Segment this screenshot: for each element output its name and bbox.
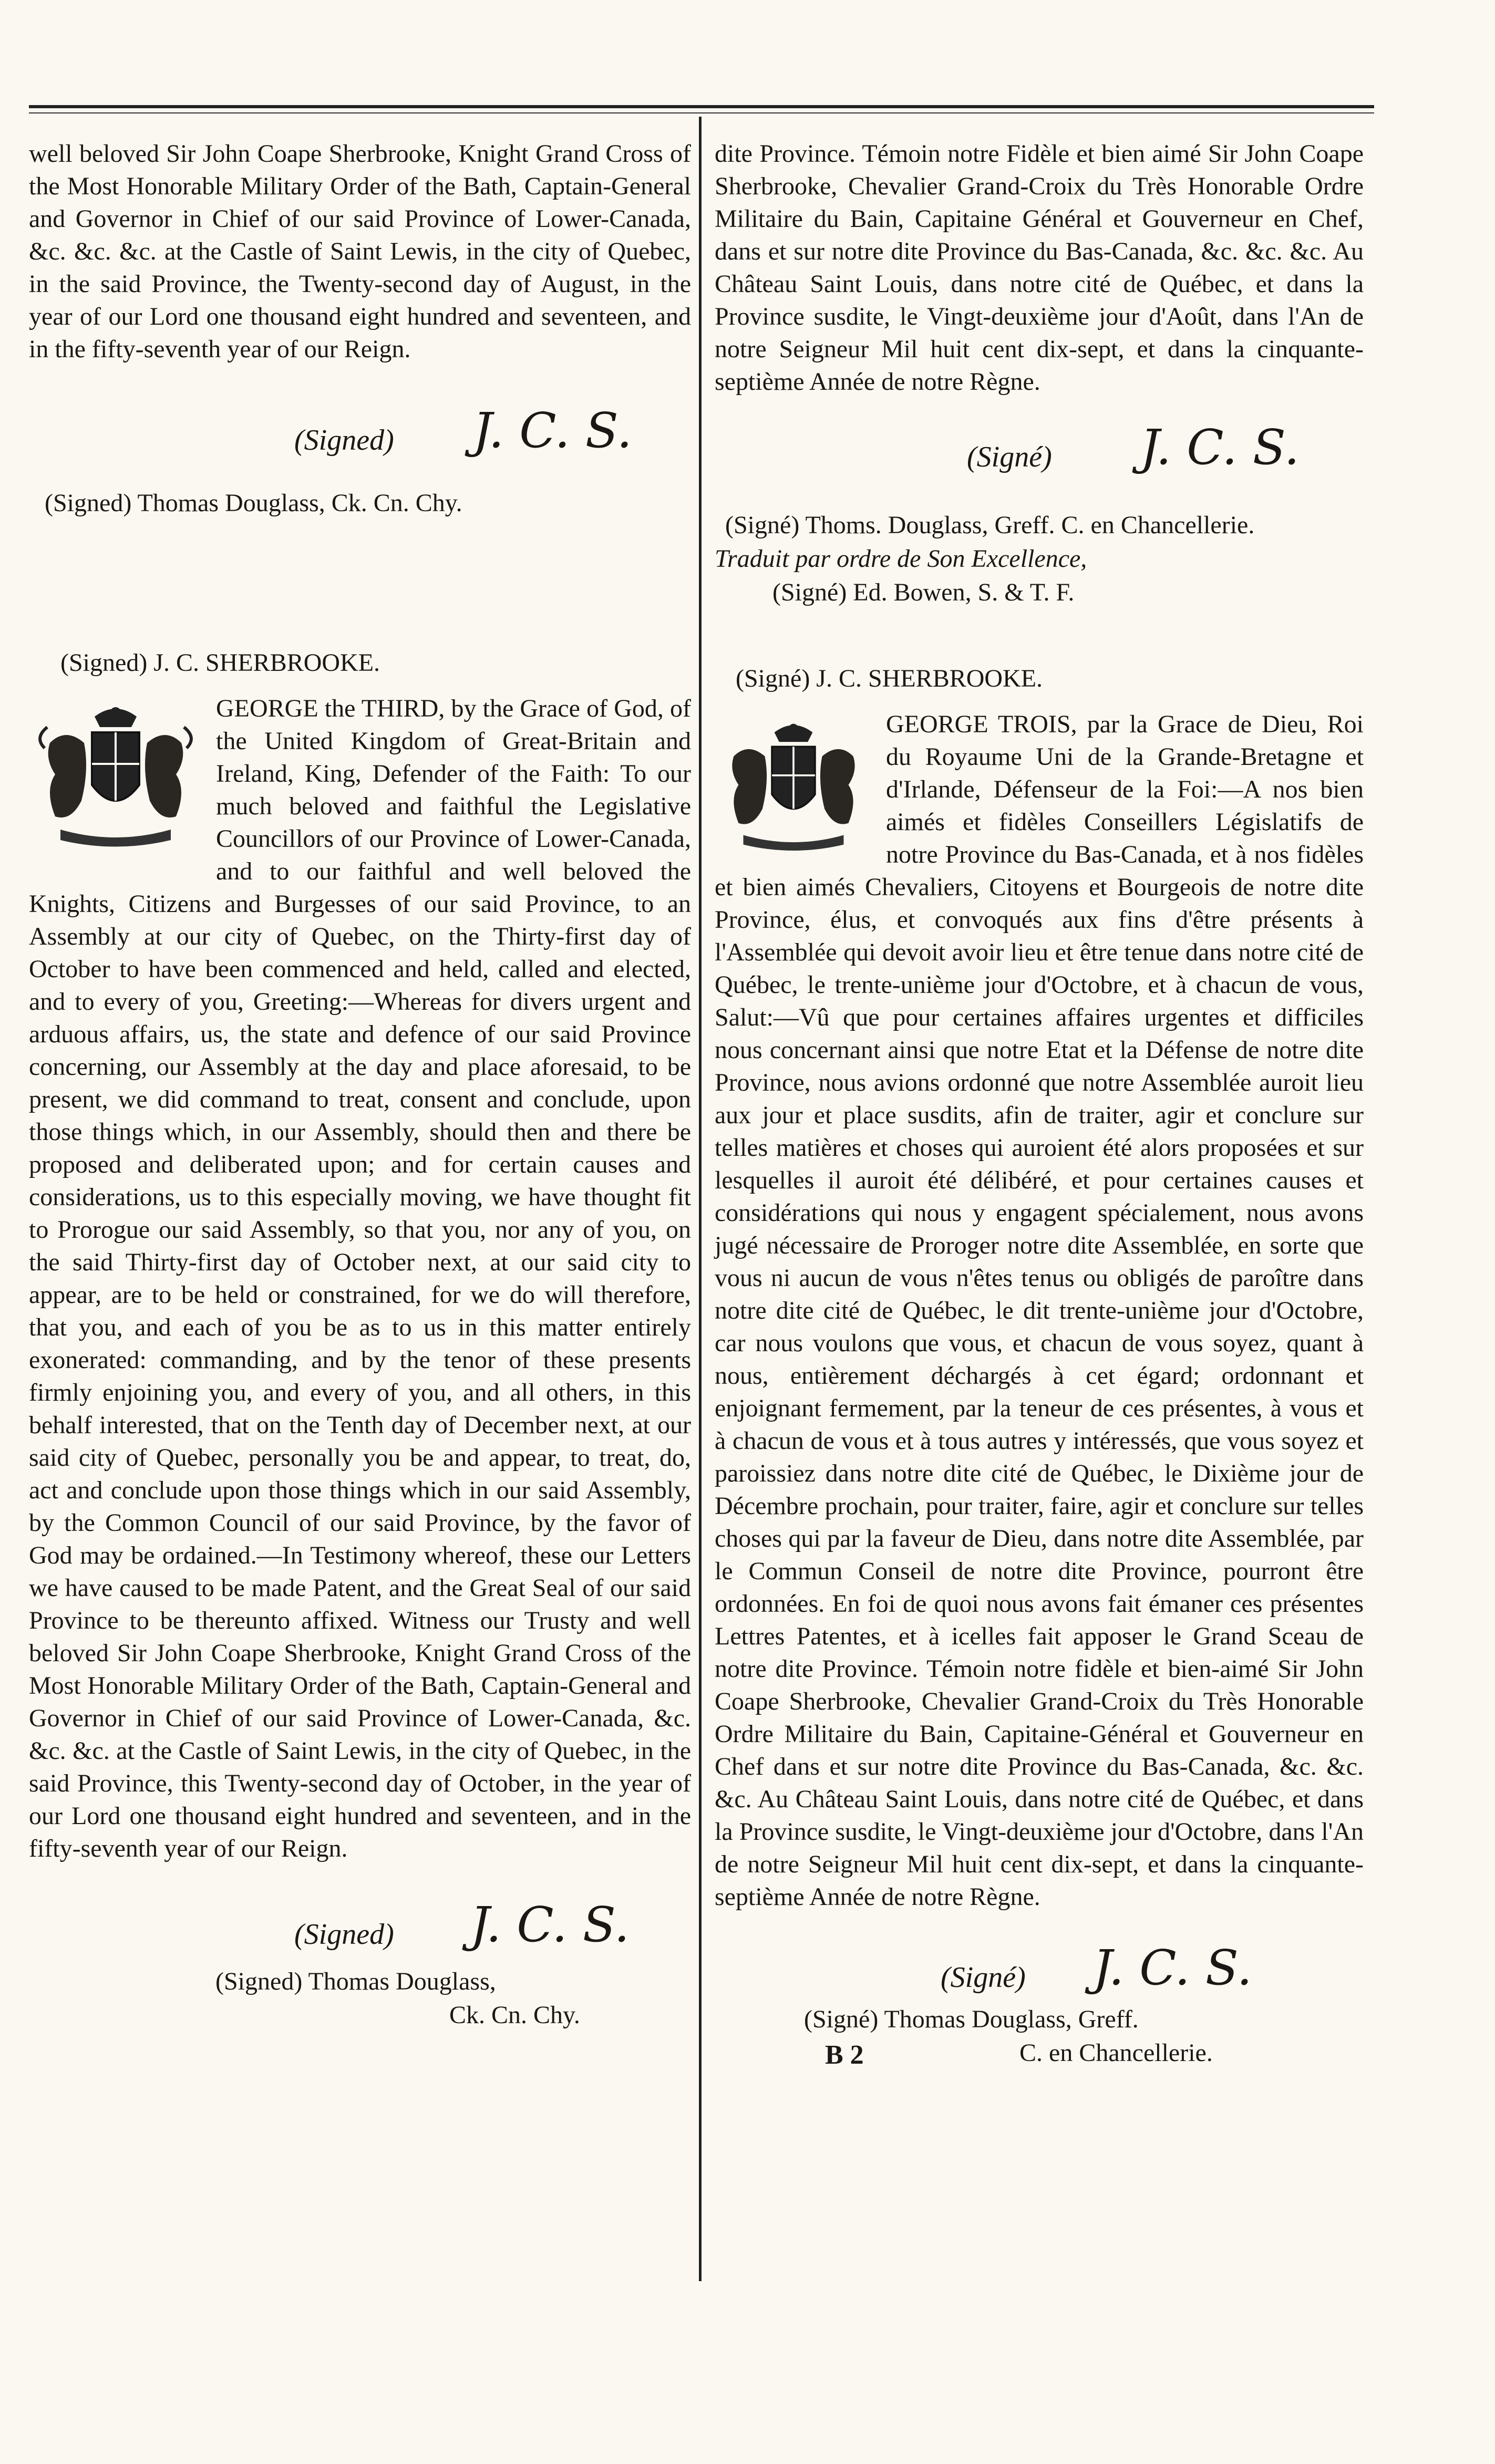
english-signature-2 xyxy=(29,1865,691,1960)
signature-initials: J. C. S. xyxy=(1140,419,1300,475)
english-clerk-signature-1: (Signed) Thomas Douglass, Ck. Cn. Chy. xyxy=(45,489,462,517)
signature-label: (Signé) xyxy=(967,441,1052,473)
signature-label: (Signed) xyxy=(294,1918,394,1951)
english-clerk-signature-2: (Signed) Thomas Douglass, xyxy=(215,1968,496,1995)
french-bowen-signature: (Signé) Ed. Bowen, S. & T. F. xyxy=(772,578,1075,606)
signature-initials: J. C. S. xyxy=(1093,1940,1252,1996)
royal-coat-of-arms-icon xyxy=(29,696,202,853)
french-translation-note: Traduit par ordre de Son Excellence, xyxy=(715,545,1087,573)
english-column xyxy=(29,138,691,2032)
french-clerk-title-2: C. en Chancellerie. xyxy=(1019,2039,1213,2067)
english-paragraph-2: GEORGE the THIRD, by the Grace of God, of the United Kingdom of Great-Britain and Ireland, King, Defender of the Faith: To our much beloved and faithful the Legislative Councillors of our Province of Lower-Canada, and to our faithful and well beloved the Knights, Citizens and Burgesses of our said Province, to an Assembly at our city of Quebec, on the Thirty-first day of October to have been commenced and held, called and elected, and to every of you, Greeting:—Whereas for divers urgent and arduous affairs, us, the state and defence of our said Province concerning, our Assembly at the day and place aforesaid, to be present, we did command to treat, consent and conclude, upon those things which, in our Assembly, should then and there be proposed and deliberated upon; and for certain causes and considerations, us to this especially moving, we have thought fit to Prorogue our said Assembly, so that you, nor any of you, on the said Thirty-first day of October next, at our said city to appear, are to be held or constrained, for we do will therefore, that you, and each of you be as to us in this matter entirely exonerated: commanding, and by the tenor of these presents firmly enjoining you, and every of you, and all others, in this behalf interested, that on the Tenth day of December next, at our said city of Quebec, personally you be and appear, to treat, do, act and conclude upon those things which in our said Assembly, by the Common Council of our said Province, by the favor of God may be ordained.—In Testimony whereof, these our Letters we have caused to be made Patent, and the Great Seal of our said Province to be thereunto affixed. Witness our Trusty and well beloved Sir John Coape Sherbrooke, Knight Grand Cross of the Most Honorable Military Order of the Bath, Captain-General and Governor in Chief of our said Province of Lower-Canada, &c. &c. &c. at the Castle of Saint Lewis, in the city of Quebec, in the said Province, this Twenty-second day of October, in the year of our Lord one thousand eight hundred and seventeen, and in the fifty-seventh year of our Reign. xyxy=(29,695,691,1862)
french-sherbrooke-signature: (Signé) J. C. SHERBROOKE. xyxy=(736,665,1043,692)
signature-initials: J. C. S. xyxy=(470,1897,630,1953)
column-divider xyxy=(699,117,702,2281)
french-signature-1 xyxy=(715,398,1364,477)
english-signature-1 xyxy=(29,366,691,471)
royal-coat-of-arms-icon xyxy=(715,711,872,858)
english-paragraph-1: well beloved Sir John Coape Sherbrooke, Knight Grand Cross of the Most Honorable Military Order of the Bath, Captain-General and Governor in Chief of our said Province of Lower-Canada, &c. &c. &c. at the Castle of Saint Lewis, in the city of Quebec, in the said Province, the Twenty-second day of August, in the year of our Lord one thousand eight hundred and seventeen, and in the fifty-seventh year of our Reign. xyxy=(29,140,691,363)
signature-initials: J. C. S. xyxy=(473,402,632,459)
english-clerk-title-2: Ck. Cn. Chy. xyxy=(449,2001,580,2029)
french-column xyxy=(715,138,1364,2073)
french-paragraph-1: dite Province. Témoin notre Fidèle et bien aimé Sir John Coape Sherbrooke, Chevalier Grand-Croix du Très Honorable Ordre Militaire du Bain, Capitaine Général et Gouverneur en Chef, dans et sur notre dite Province du Bas-Canada, &c. &c. &c. Au Château Saint Louis, dans notre cité de Québec, et dans la Province susdite, le Vingt-deuxième jour d'Août, dans l'An de notre Seigneur Mil huit cent dix-sept, et dans la cinquante-septième Année de notre Règne. xyxy=(715,140,1364,396)
header-rule xyxy=(29,105,1374,108)
french-paragraph-2: GEORGE TROIS, par la Grace de Dieu, Roi du Royaume Uni de la Grande-Bretagne et d'Irlande, Défenseur de la Foi:—A nos bien aimés et fidèles Conseillers Législatifs de notre Province du Bas-Canada, et à nos fidèles et bien aimés Chevaliers, Citoyens et Bourgeois de notre dite Province, élus, et convoqués aux fins d'être présents à l'Assemblée qui devoit avoir lieu et être tenue dans notre cité de Québec, le trente-unième jour d'Octobre, et à chacun de vous, Salut:—Vû que pour certaines affaires urgentes et difficiles nous concernant ainsi que notre Etat et la Défense de notre dite Province, nous avions ordonné que notre Assemblée auroit lieu aux jour et place susdits, afin de traiter, agir et conclure sur telles matières et choses qui auroient été alors proposées et sur lesquelles il auroit été délibéré, et pour certaines causes et considérations qui nous y engagent spécialement, nous avons jugé nécessaire de Proroger notre dite Assemblée, en sorte que vous ni aucun de vous n'êtes tenus ou obligés de paroître dans notre dite cité de Québec, le dit trente-unième jour d'Octobre, car nous voulons que vous, et chacun de vous soyez, quant à nous, entièrement déchargés à cet égard; ordonnant et enjoignant fermement, par la teneur de ces présentes, à vous et à chacun de vous et à tous autres y intéressés, que vous soyez et paroissiez dans notre dite cité de Québec, le Dixième jour de Décembre prochain, pour traiter, faire, agir et conclure sur telles choses qui par la faveur de Dieu, dans notre dite Assemblée, par le Commun Conseil de notre dite Province, pourront être ordonnées. En foi de quoi nous avons fait émaner ces présentes Lettres Patentes, et à icelles fait apposer le Grand Sceau de notre dite Province. Témoin notre fidèle et bien-aimé Sir John Coape Sherbrooke, Chevalier Grand-Croix du Très Honorable Ordre Militaire du Bain, Capitaine-Général et Gouverneur en Chef dans et sur notre dite Province du Bas-Canada, &c. &c. &c. Au Château Saint Louis, dans notre cité de Québec, et dans la Province susdite, le Vingt-deuxième jour d'Octobre, dans l'An de notre Seigneur Mil huit cent dix-sept, et dans la cinquante-septième Année de notre Règne. xyxy=(715,710,1364,1911)
signature-label: (Signed) xyxy=(294,424,394,457)
french-signature-2 xyxy=(715,1913,1364,1997)
english-sherbrooke-signature: (Signed) J. C. SHERBROOKE. xyxy=(60,649,380,677)
page-signature-mark: B 2 xyxy=(825,2040,864,2070)
french-clerk-signature-2: (Signé) Thomas Douglass, Greff. xyxy=(804,2005,1139,2033)
header-rule-thin xyxy=(29,112,1374,113)
english-proclamation xyxy=(29,692,691,1865)
signature-label: (Signé) xyxy=(941,1961,1026,1994)
french-clerk-signature-1: (Signé) Thoms. Douglass, Greff. C. en Chancellerie. xyxy=(725,511,1255,539)
french-proclamation xyxy=(715,708,1364,1913)
